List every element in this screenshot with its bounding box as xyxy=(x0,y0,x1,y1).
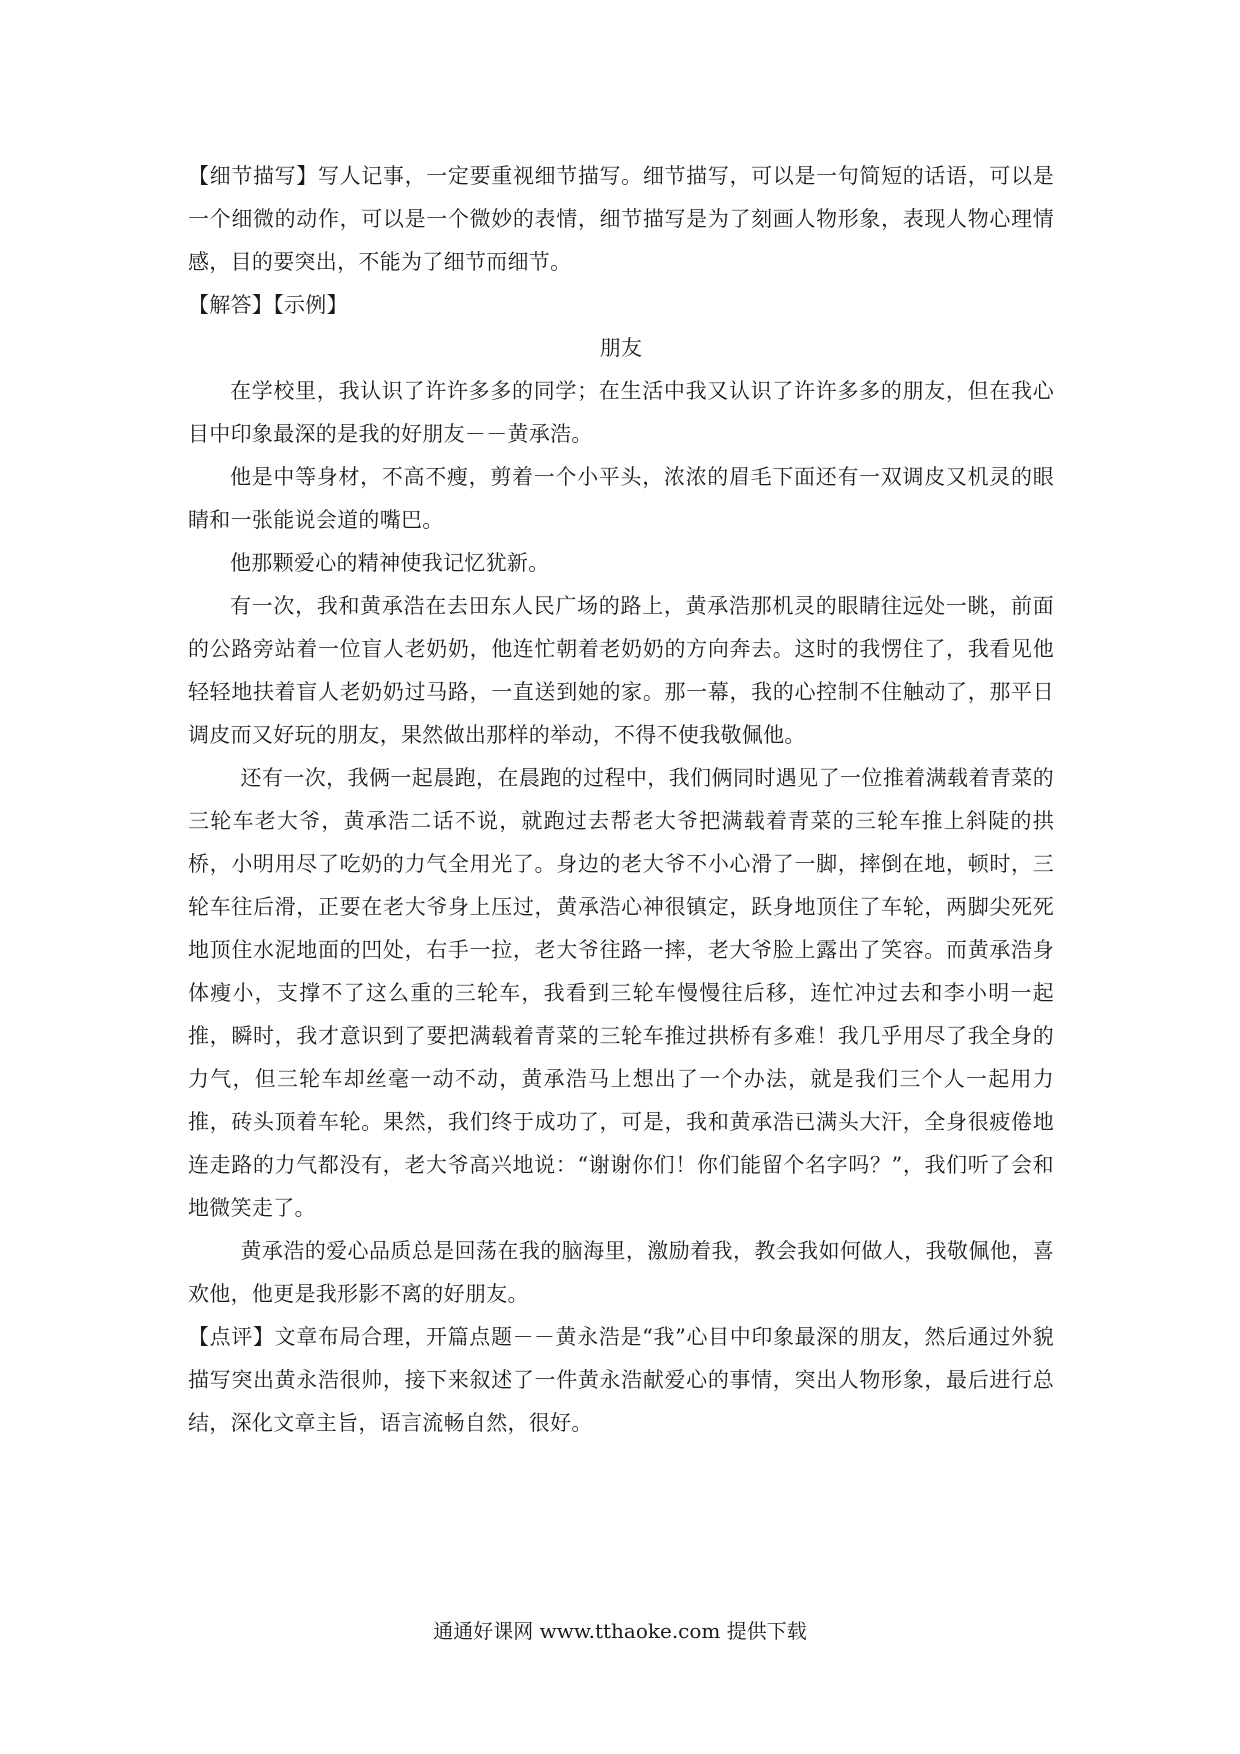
document-body xyxy=(188,155,1054,1445)
essay-paragraph-1: 在学校里，我认识了许许多多的同学；在生活中我又认识了许许多多的朋友，但在我心目中印象最深的是我的好朋友－－黄承浩。 xyxy=(188,379,1054,446)
comment-paragraph: 【点评】文章布局合理，开篇点题－－黄永浩是“我”心目中印象最深的朋友，然后通过外貌描写突出黄永浩很帅，接下来叙述了一件黄永浩献爱心的事情，突出人物形象，最后进行总结，深化文章主旨，语言流畅自然，很好。 xyxy=(188,1325,1054,1435)
detail-writing-tip: 【细节描写】写人记事，一定要重视细节描写。细节描写，可以是一句简短的话语，可以是一个细微的动作，可以是一个微妙的表情，细节描写是为了刻画人物形象，表现人物心理情感，目的要突出，不能为了细节而细节。 xyxy=(188,164,1054,274)
essay-title: 朋友 xyxy=(599,336,643,360)
essay-paragraph-3: 他那颗爱心的精神使我记忆犹新。 xyxy=(230,551,550,575)
essay-paragraph-4: 有一次，我和黄承浩在去田东人民广场的路上，黄承浩那机灵的眼睛往远处一眺，前面的公路旁站着一位盲人老奶奶，他连忙朝着老奶奶的方向奔去。这时的我愣住了，我看见他轻轻地扶着盲人老奶奶过马路，一直送到她的家。那一幕，我的心控制不住触动了，那平日调皮而又好玩的朋友，果然做出那样的举动，不得不使我敬佩他。 xyxy=(188,594,1054,747)
answer-heading: 【解答】【示例】 xyxy=(188,293,348,317)
essay-paragraph-2: 他是中等身材，不高不瘦，剪着一个小平头，浓浓的眉毛下面还有一双调皮又机灵的眼睛和一张能说会道的嘴巴。 xyxy=(188,465,1054,532)
essay-paragraph-6: 黄承浩的爱心品质总是回荡在我的脑海里，激励着我，教会我如何做人，我敬佩他，喜欢他，他更是我形影不离的好朋友。 xyxy=(188,1239,1054,1306)
essay-paragraph-5: 还有一次，我俩一起晨跑，在晨跑的过程中，我们俩同时遇见了一位推着满载着青菜的三轮车老大爷，黄承浩二话不说，就跑过去帮老大爷把满载着青菜的三轮车推上斜陡的拱桥，小明用尽了吃奶的力气全用光了。身边的老大爷不小心滑了一脚，摔倒在地，顿时，三轮车往后滑，正要在老大爷身上压过，黄承浩心神很镇定，跃身地顶住了车轮，两脚尖死死地顶住水泥地面的凹处，右手一拉，老大爷往路一摔，老大爷脸上露出了笑容。而黄承浩身体瘦小，支撑不了这么重的三轮车，我看到三轮车慢慢往后移，连忙冲过去和李小明一起推，瞬时，我才意识到了要把满载着青菜的三轮车推过拱桥有多难！我几乎用尽了我全身的力气，但三轮车却丝毫一动不动，黄承浩马上想出了一个办法，就是我们三个人一起用力推，砖头顶着车轮。果然，我们终于成功了，可是，我和黄承浩已满头大汗，全身很疲倦地连走路的力气都没有，老大爷高兴地说：“谢谢你们！你们能留个名字吗？”，我们听了会和地微笑走了。 xyxy=(188,766,1054,1220)
page-footer: 通通好课网 www.tthaoke.com 提供下载 xyxy=(433,1619,807,1643)
